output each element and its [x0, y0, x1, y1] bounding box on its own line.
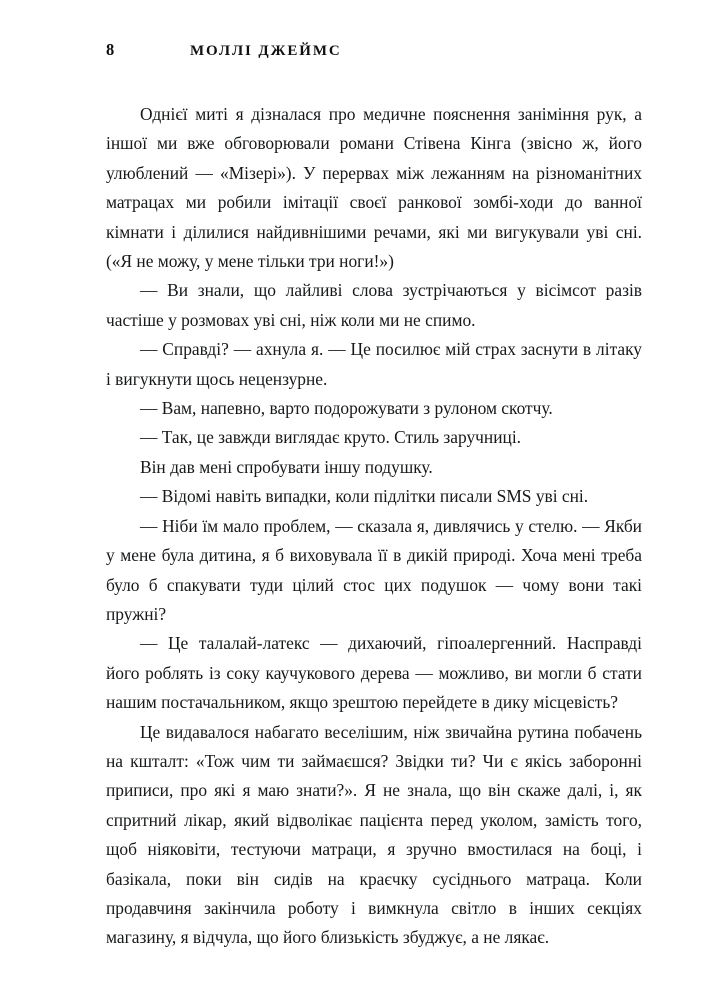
paragraph: Він дав мені спробувати іншу подушку.	[140, 456, 433, 477]
paragraph: — Це талалай-латекс — дихаючий, гіпоалергенний. Насправді його роблять із соку каучукового дерева — можливо, ви могли б стати нашим постачальником, якщо зрештою перейдете в дику місцевість?	[106, 633, 642, 713]
running-head	[106, 40, 642, 70]
paragraph: — Так, це завжди виглядає круто. Стиль заручниці.	[140, 427, 522, 448]
running-head-title: МОЛЛІ ДЖЕЙМС	[190, 43, 342, 59]
paragraph: Однієї миті я дізналася про медичне пояснення заніміння рук, а іншої ми вже обговорювали романи Стівена Кінга (звісно ж, його улюблений — «Мізері»). У перервах між лежанням на різноманітних матрацах ми робили імітації своєї ранкової зомбі-ходи до ванної кімнати і ділилися найдивнішими речами, які ми вигукували уві сні. («Я не можу, у мене тільки три ноги!»)	[106, 104, 642, 272]
paragraph: — Справді? — ахнула я. — Це посилює мій страх заснути в літаку і вигукнути щось нецензурне.	[106, 339, 642, 389]
paragraph: Це видавалося набагато веселішим, ніж звичайна рутина побачень на кшталт: «Тож чим ти займаєшся? Звідки ти? Чи є якісь заборонні приписи, про які я маю знати?». Я не знала, що він скаже далі, і, як спритний лікар, який відволікає пацієнта перед уколом, замість того, щоб ніяковіти, тестуючи матраци, я зручно вмостилася на боці, і базікала, поки він сидів на краєчку сусіднього матраца. Коли продавчиня закінчила роботу і вимкнула світло в інших секціях магазину, я відчула, що його близькість збуджує, а не лякає.	[106, 721, 642, 948]
page-number: 8	[106, 40, 115, 59]
paragraph: — Ніби їм мало проблем, — сказала я, дивлячись у стелю. — Якби у мене була дитина, я б виховувала її в дикій природі. Хоча мені треба було б спакувати туди цілий стос цих подушок — чому вони такі пружні?	[106, 515, 642, 624]
paragraph: — Ви знали, що лайливі слова зустрічаються у вісімсот разів частіше у розмовах уві сні, ніж коли ми не спимо.	[106, 280, 642, 330]
paragraph: — Вам, напевно, варто подорожувати з рулоном скотчу.	[140, 398, 553, 419]
paragraph: — Відомі навіть випадки, коли підлітки писали SMS уві сні.	[140, 486, 589, 507]
body-text	[106, 100, 642, 953]
